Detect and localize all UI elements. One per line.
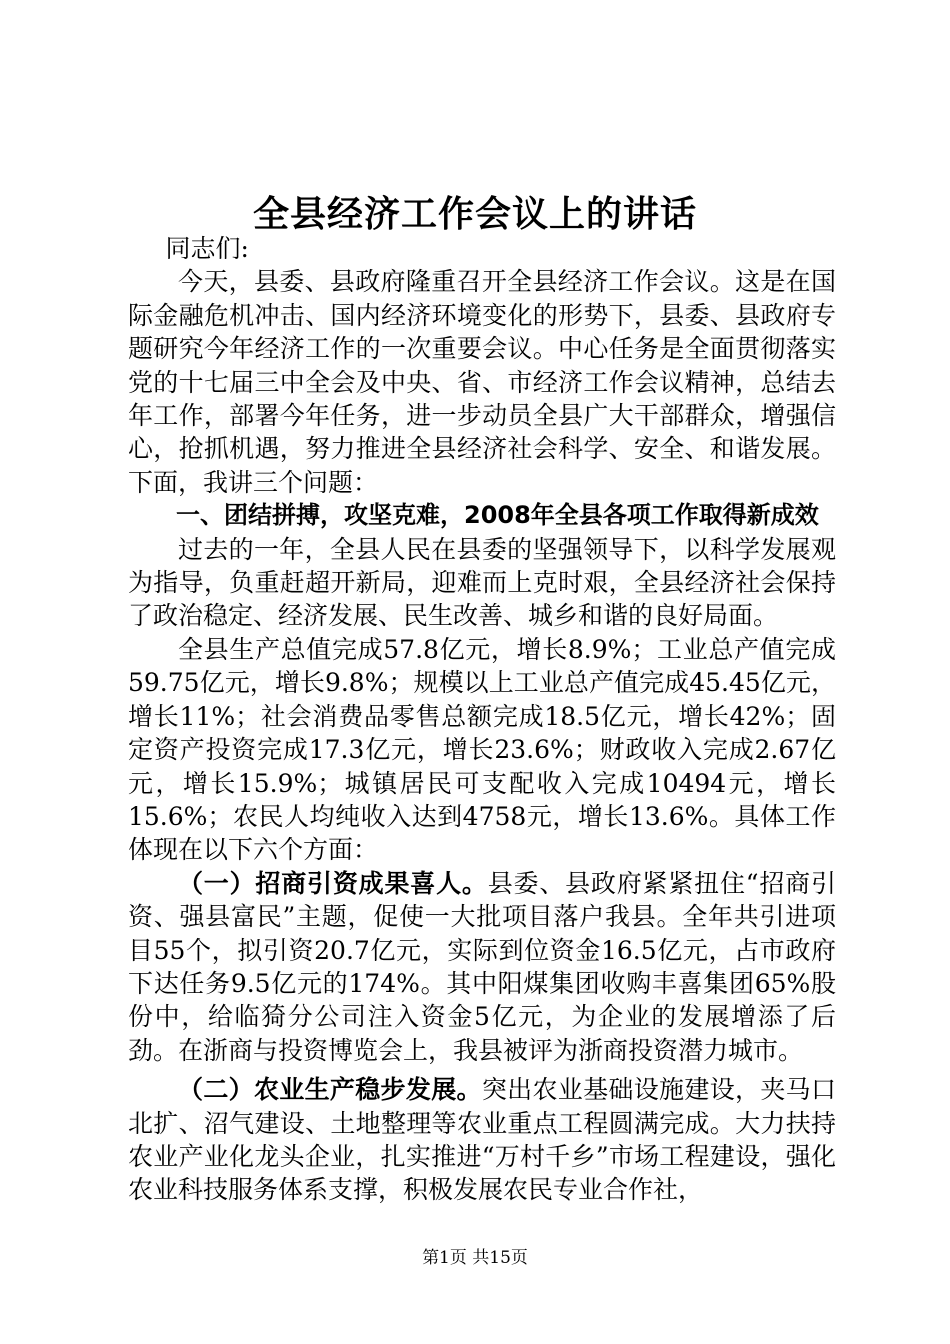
item-heading: （二）农业生产稳步发展。 — [178, 1075, 482, 1105]
document-body — [128, 232, 836, 1207]
item-text: 县委、县政府紧紧扭住“招商引资、强县富民”主题，促使一大批项目落户我县。全年共引进项目55个，拟引资20.7亿元，实际到位资金16.5亿元，占市政府下达任务9.5亿元的174%。其中阳煤集团收购丰喜集团65%股份中，给临猗分公司注入资金5亿元，为企业的发展增添了后劲。在浙商与投资博览会上，我县被评为浙商投资潜力城市。 — [128, 868, 836, 1065]
salutation: 同志们: — [165, 234, 249, 263]
document-title: 全县经济工作会议上的讲话 — [252, 194, 697, 235]
item-text: 突出农业基础设施建设，夹马口北扩、沼气建设、土地整理等农业重点工程圆满完成。大力扶持农业产业化龙头企业，扎实推进“万村千乡”市场工程建设，强化农业科技服务体系支撑，积极发展农民专业合作社， — [128, 1075, 836, 1205]
item-heading: （一）招商引资成果喜人。 — [178, 868, 488, 898]
item-paragraph — [128, 1073, 836, 1207]
intro-paragraph: 今天，县委、县政府隆重召开全县经济工作会议。这是在国际金融危机冲击、国内经济环境变化的形势下，县委、县政府专题研究今年经济工作的一次重要会议。中心任务是全面贯彻落实党的十七届三中全会及中央、省、市经济工作会议精神，总结去年工作，部署今年任务，进一步动员全县广大干部群众，增强信心，抢抓机遇，努力推进全县经济社会科学、安全、和谐发展。下面，我讲三个问题： — [128, 267, 836, 497]
section-heading: 一、团结拼搏，攻坚克难，2008年全县各项工作取得新成效 — [176, 501, 819, 530]
page-footer: 第1页 共15页 — [422, 1248, 528, 1268]
body-paragraph: 全县生产总值完成57.8亿元，增长8.9%；工业总产值完成59.75亿元，增长9.8%；规模以上工业总产值完成45.45亿元，增长11%；社会消费品零售总额完成18.5亿元，增长42%；固定资产投资完成17.3亿元，增长23.6%；财政收入完成2.67亿元，增长15.9%；城镇居民可支配收入完成10494元，增长15.6%；农民人均纯收入达到4758元，增长13.6%。具体工作体现在以下六个方面： — [128, 634, 836, 865]
item-paragraph — [128, 867, 836, 1067]
body-paragraph: 过去的一年，全县人民在县委的坚强领导下，以科学发展观为指导，负重赶超开新局，迎难而上克时艰，全县经济社会保持了政治稳定、经济发展、民生改善、城乡和谐的良好局面。 — [128, 534, 836, 631]
